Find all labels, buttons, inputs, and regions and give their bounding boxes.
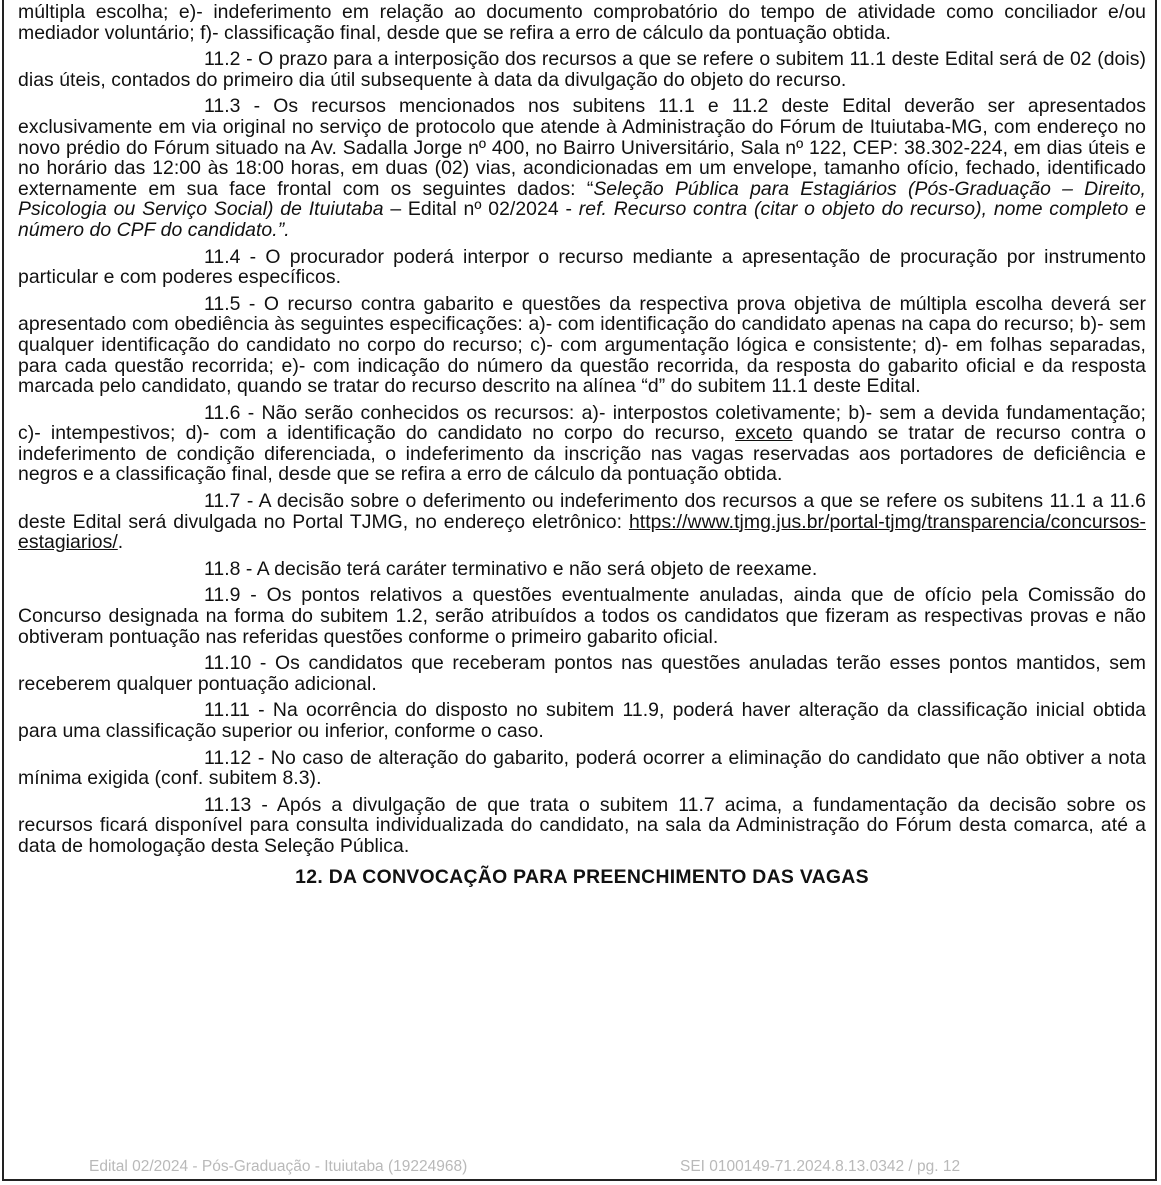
paragraph-continuation: múltipla escolha; e)- indeferimento em relação ao documento comprobatório do tempo de atividade como conciliador e/ou mediador voluntário; f)- classificação final, desde que se refira a erro de cálculo da pontuação obtida. <box>18 1 1146 44</box>
footer-document-id: Edital 02/2024 - Pós-Graduação - Ituiutaba (19224968) <box>89 1158 468 1175</box>
paragraph-11-4: 11.4 - O procurador poderá interpor o recurso mediante a apresentação de procuração por instrumento particular e com poderes específicos. <box>18 245 1146 289</box>
paragraph-11-2: 11.2 - O prazo para a interposição dos recursos a que se refere o subitem 11.1 deste Edital será de 02 (dois) dias úteis, contados do primeiro dia útil subsequente à data da divulgação do objeto do recurso. <box>18 48 1146 91</box>
paragraph-11-8: 11.8 - A decisão terá caráter terminativo e não será objeto de reexame. <box>204 557 818 580</box>
paragraph-11-3-italic-ref: ref. Recurso contra (citar o objeto do recurso), nome completo e número do CPF do candidato.”. <box>18 198 1146 241</box>
paragraph-11-3 <box>18 96 1146 240</box>
paragraph-11-13: 11.13 - Após a divulgação de que trata o subitem 11.7 acima, a fundamentação da decisão sobre os recursos ficará disponível para consulta individualizada do candidato, na sala da Administração do Fórum desta comarca, até a data de homologação desta Seleção Pública. <box>18 793 1146 857</box>
paragraph-11-6 <box>18 403 1146 485</box>
paragraph-11-3-italic-title: Seleção Pública para Estagiários (Pós-Graduação – Direito, Psicologia ou Serviço Social) de Ituiutaba <box>18 177 1146 221</box>
footer-sei-page: SEI 0100149-71.2024.8.13.0342 / pg. 12 <box>680 1158 961 1175</box>
paragraph-11-12: 11.12 - No caso de alteração do gabarito, poderá ocorrer a eliminação do candidato que não obtiver a nota mínima exigida (conf. subitem 8.3). <box>18 746 1146 790</box>
paragraph-11-6-text: 11.6 - Não serão conhecidos os recursos: a)- interpostos coletivamente; b)- sem a devida fundamentação; c)- intempestivos; d)- com a identificação do candidato no corpo do recurso, <box>18 401 1146 445</box>
section-12-heading: 12. DA CONVOCAÇÃO PARA PREENCHIMENTO DAS VAGAS <box>295 865 869 888</box>
paragraph-11-6-rest: quando se tratar de recurso contra o indeferimento de condição diferenciada, o indeferimento da inscrição nas vagas reservadas aos portadores de deficiência e negros e a classificação final, desde que se refira a erro de cálculo da pontuação obtida. <box>18 422 1146 486</box>
paragraph-11-6-underlined: exceto <box>735 422 793 445</box>
paragraph-11-5: 11.5 - O recurso contra gabarito e questões da respectiva prova objetiva de múltipla escolha deverá ser apresentado com obediência às seguintes especificações: a)- com identificação do candidato apenas na capa do recurso; b)- sem qualquer identificação do candidato no corpo do recurso; c)- com argumentação lógica e consistente; d)- em folhas separadas, para cada questão recorrida; e)- com indicação do número da questão recorrida, da resposta do gabarito oficial e da resposta marcada pelo candidato, quando se tratar do recurso descrito na alínea “d” do subitem 11.1 deste Edital. <box>18 292 1146 398</box>
paragraph-11-7 <box>18 491 1146 553</box>
paragraph-11-10: 11.10 - Os candidatos que receberam pontos nas questões anuladas terão esses pontos mantidos, sem receberem qualquer pontuação adicional. <box>18 652 1146 695</box>
paragraph-11-3-edital: – Edital nº 02/2024 - <box>383 198 579 221</box>
paragraph-11-3-text: 11.3 - Os recursos mencionados nos subitens 11.1 e 11.2 deste Edital deverão ser apresentados exclusivamente em via original no serviço de protocolo que atende à Administração do Fórum de Ituiutaba-MG, com endereço no novo prédio do Fórum situado na Av. Sadalla Jorge nº 400, no Bairro Universitário, Sala nº 122, CEP: 38.302-224, em dias úteis e no horário das 12:00 às 18:00 horas, em duas (02) vias, acondicionadas em um envelope, tamanho ofício, fechado, identificado externamente em sua face frontal com os seguintes dados: “ <box>18 95 1146 200</box>
paragraph-11-9: 11.9 - Os pontos relativos a questões eventualmente anuladas, ainda que de ofício pela Comissão do Concurso designada na forma do subitem 1.2, serão atribuídos a todos os candidatos que fizeram as respectivas provas e não obtiveram pontuação nas referidas questões conforme o primeiro gabarito oficial. <box>18 584 1146 648</box>
paragraph-11-7-end: . <box>117 531 124 554</box>
document-body <box>18 2 1146 888</box>
paragraph-11-11: 11.11 - Na ocorrência do disposto no subitem 11.9, poderá haver alteração da classificação inicial obtida para uma classificação superior ou inferior, conforme o caso. <box>18 699 1146 742</box>
paragraph-11-7-text: 11.7 - A decisão sobre o deferimento ou indeferimento dos recursos a que se refere os subitens 11.1 a 11.6 deste Edital será divulgada no Portal TJMG, no endereço eletrônico: <box>18 490 1146 533</box>
tjmg-link[interactable]: https://www.tjmg.jus.br/portal-tjmg/transparencia/concursos-estagiarios/ <box>18 510 1146 554</box>
